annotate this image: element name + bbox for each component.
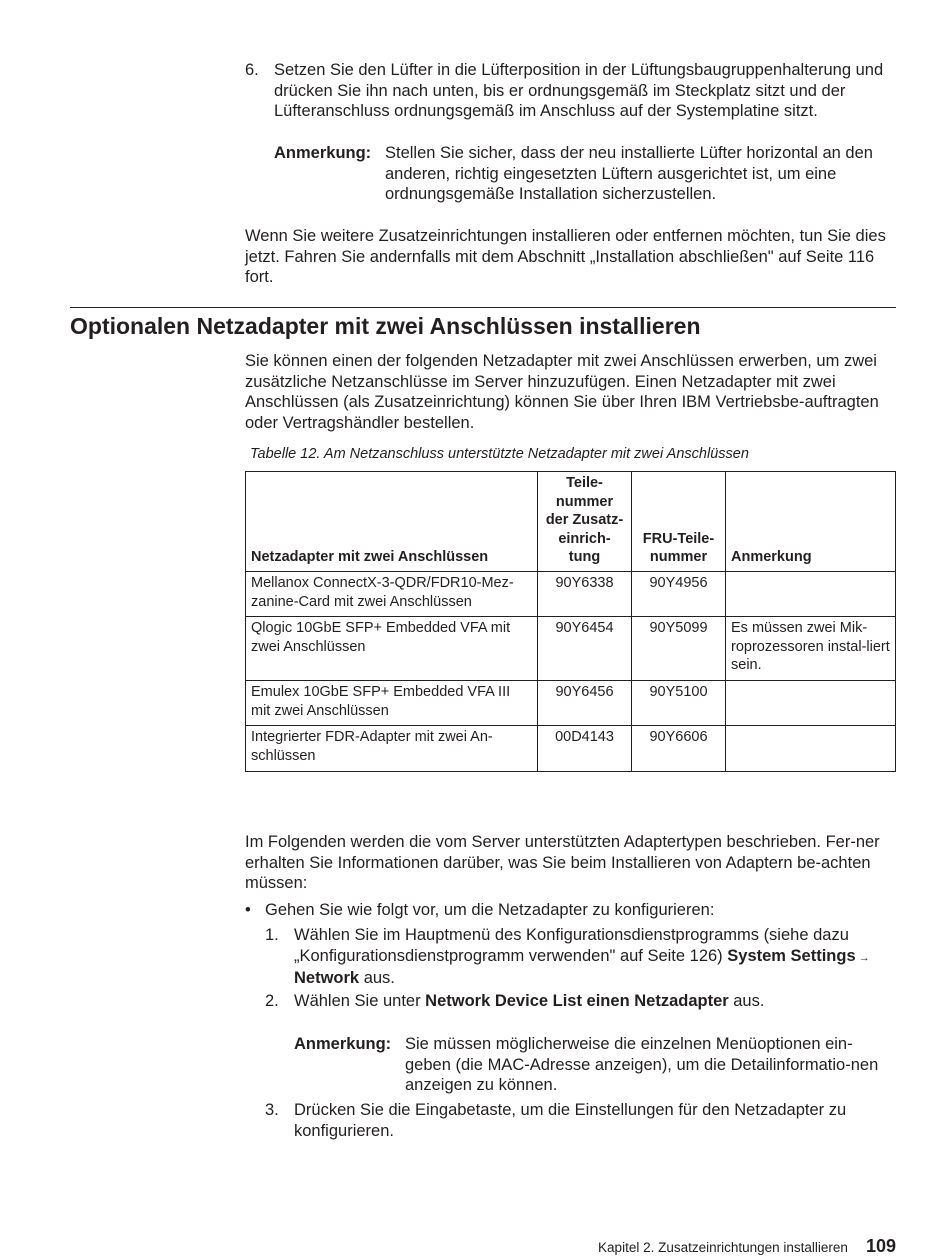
substep-1 bbox=[265, 925, 890, 989]
note-label: Anmerkung: bbox=[274, 144, 372, 162]
table-header-row bbox=[246, 472, 896, 572]
cell-option-part: 00D4143 bbox=[538, 726, 632, 771]
bullet-text: Gehen Sie wie folgt vor, um die Netzadapter zu konfigurieren: bbox=[265, 901, 715, 919]
table-caption: Tabelle 12. Am Netzanschluss unterstützte Netzadapter mit zwei Anschlüssen bbox=[250, 446, 749, 462]
page-number: 109 bbox=[865, 1236, 896, 1256]
step-text: Setzen Sie den Lüfter in die Lüfterposition in der Lüftungsbaugruppenhalterung und drücken Sie ihn nach unten, bis er ordnungsgemäß im Steckplatz sitzt und der Lüfteranschluss ordnungsgemäß im Anschluss auf der Systemplatine sitzt. bbox=[274, 61, 884, 120]
menu-network-device-list: Network Device List einen Netzadapter bbox=[425, 992, 729, 1010]
cell-fru-part: 90Y5099 bbox=[632, 617, 726, 681]
table-row bbox=[246, 681, 896, 726]
arrow-icon: → bbox=[855, 951, 870, 964]
note-fan-alignment bbox=[274, 143, 890, 205]
substep-text-part: Wählen Sie unter bbox=[294, 992, 426, 1010]
menu-network: Network bbox=[294, 969, 360, 987]
continue-paragraph: Wenn Sie weitere Zusatzeinrichtungen installieren oder entfernen möchten, tun Sie dies jetzt. Fahren Sie andernfalls mit dem Abschnitt „Installation abschließen" auf Seite 116 fort. bbox=[245, 227, 886, 286]
substep-2 bbox=[265, 991, 890, 1012]
substep-text-part: Wählen Sie im Hauptmenü des Konfigurationsdienstprogramms (siehe dazu „Konfigurationsdienstprogramm verwenden" auf Seite 126) bbox=[294, 926, 849, 965]
cell-adapter: Qlogic 10GbE SFP+ Embedded VFA mit zwei Anschlüssen bbox=[246, 617, 538, 681]
cell-fru-part: 90Y5100 bbox=[632, 681, 726, 726]
cell-option-part: 90Y6338 bbox=[538, 571, 632, 616]
substep-text: Drücken Sie die Eingabetaste, um die Einstellungen für den Netzadapter zu konfigurieren. bbox=[294, 1101, 847, 1140]
cell-note bbox=[726, 681, 896, 726]
bullet-item bbox=[245, 900, 890, 921]
substep-text-part: aus. bbox=[359, 969, 395, 987]
bullet-marker: • bbox=[245, 901, 251, 919]
cell-option-part: 90Y6456 bbox=[538, 681, 632, 726]
adapter-table bbox=[245, 471, 896, 772]
substep-text-part: aus. bbox=[728, 992, 765, 1010]
section-intro: Sie können einen der folgenden Netzadapter mit zwei Anschlüssen erwerben, um zwei zusätzliche Netzanschlüsse im Server hinzuzufügen. Einen Netzadapter mit zwei Anschlüssen (als Zusatzeinrichtung) können Sie über Ihren IBM Vertriebsbe-auftragten oder Vertragshändler bestellen. bbox=[245, 352, 879, 432]
note-text: Stellen Sie sicher, dass der neu installierte Lüfter horizontal an den anderen, richtig eingesetzten Lüftern ausgerichtet ist, um eine ordnungsgemäße Installation sicherzustellen. bbox=[385, 144, 873, 203]
substep-number: 3. bbox=[265, 1101, 279, 1119]
cell-note bbox=[726, 571, 896, 616]
cell-fru-part: 90Y4956 bbox=[632, 571, 726, 616]
header-option-part: Teile-nummer der Zusatz-einrich-tung bbox=[538, 472, 632, 572]
step-number: 6. bbox=[245, 61, 259, 79]
cell-fru-part: 90Y6606 bbox=[632, 726, 726, 771]
section-heading: Optionalen Netzadapter mit zwei Anschlüssen installieren bbox=[70, 313, 701, 339]
header-adapter: Netzadapter mit zwei Anschlüssen bbox=[246, 472, 538, 572]
adapter-types-paragraph: Im Folgenden werden die vom Server unterstützten Adaptertypen beschrieben. Fer-ner erhalten Sie Informationen darüber, was Sie beim Installieren von Adaptern be-achten müssen: bbox=[245, 833, 880, 892]
section-divider bbox=[70, 307, 896, 308]
table-row bbox=[246, 617, 896, 681]
cell-adapter: Mellanox ConnectX-3-QDR/FDR10-Mez-zanine-Card mit zwei Anschlüssen bbox=[246, 571, 538, 616]
substep-text bbox=[294, 991, 890, 1012]
header-fru-part: FRU-Teile-nummer bbox=[632, 472, 726, 572]
header-note: Anmerkung bbox=[726, 472, 896, 572]
substep-number: 2. bbox=[265, 992, 279, 1010]
cell-note: Es müssen zwei Mik-roprozessoren instal-liert sein. bbox=[726, 617, 896, 681]
footer-chapter: Kapitel 2. Zusatzeinrichtungen installieren bbox=[598, 1240, 848, 1255]
substep-number: 1. bbox=[265, 926, 279, 944]
cell-adapter: Integrierter FDR-Adapter mit zwei An-schlüssen bbox=[246, 726, 538, 771]
page-footer bbox=[598, 1236, 896, 1259]
menu-system-settings: System Settings bbox=[727, 946, 856, 965]
cell-option-part: 90Y6454 bbox=[538, 617, 632, 681]
table-row bbox=[246, 726, 896, 771]
cell-note bbox=[726, 726, 896, 771]
cell-adapter: Emulex 10GbE SFP+ Embedded VFA III mit zwei Anschlüssen bbox=[246, 681, 538, 726]
note-text: Sie müssen möglicherweise die einzelnen Menüoptionen ein-geben (die MAC-Adresse anzeigen), um die Detailinformatio-nen anzeigen zu können. bbox=[405, 1035, 879, 1094]
substep-3 bbox=[265, 1100, 890, 1141]
note-label: Anmerkung: bbox=[294, 1035, 392, 1053]
note-menu-options bbox=[294, 1034, 890, 1096]
step-6 bbox=[245, 60, 890, 122]
table-row bbox=[246, 571, 896, 616]
substep-text bbox=[294, 925, 890, 989]
